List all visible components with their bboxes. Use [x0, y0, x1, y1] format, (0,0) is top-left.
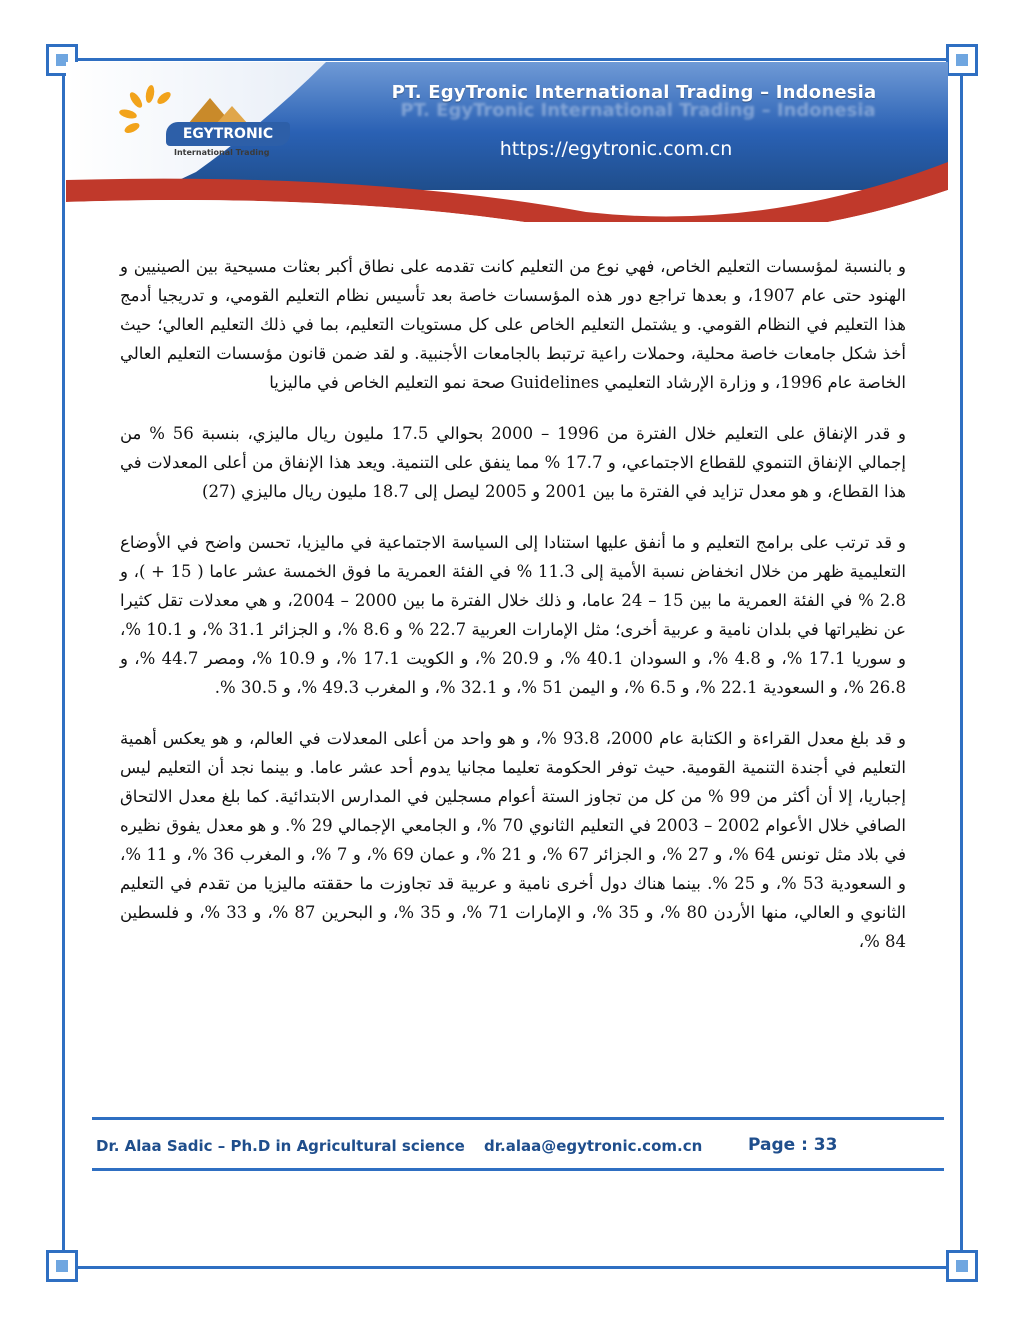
frame-corner-bottom-right: [940, 1244, 984, 1288]
paragraph-private-education: و بالنسبة لمؤسسات التعليم الخاص، فهي نوع من التعليم كانت تقدمه على نطاق أكبر بعثات مسيحية بين الصينيين و الهنود حتى عام 1907، و بعدها تراجع دور هذه المؤسسات خاصة بعد تأسيس نظام التعليم القومي، و تدريجيا أدمج هذا التعليم في النظام القومي. و يشتمل التعليم الخاص على كل مستويات التعليم، بما في ذلك التعليم العالي؛ حيث أخذ شكل جامعات خاصة محلية، وحملات راعية ترتبط بالجامعات الأجنبية. و لقد ضمن قانون مؤسسات التعليم العالي الخاصة عام 1996، و وزارة الإرشاد التعليمي Guidelines صحة نمو التعليم الخاص في ماليزيا: [120, 257, 906, 392]
paragraph-illiteracy-rates: و قد ترتب على برامج التعليم و ما أنفق عليها استنادا إلى السياسة الاجتماعية في ماليزيا، تحسن واضح في الأوضاع التعليمية ظهر من خلال انخفاض نسبة الأمية إلى 11.3 % في الفئة العمرية ما فوق الخمسة عشر عاما ( 15 + )، و 2.8 % في الفئة العمرية ما بين 15 – 24 عاما، و ذلك خلال الفترة ما بين 2000 – 2004، و هي معدلات تقل كثيرا عن نظيراتها في بلدان نامية و عربية أخرى؛ مثل الإمارات العربية 22.7 % و 8.6 %، و الجزائر 31.1 %، و 10.1 %، و سوريا 17.1 %، و 4.8 %، و السودان 40.1 %، و 20.9 %، و الكويت 17.1 %، و 10.9 %، ومصر 44.7 %، و 26.8 %، و السعودية 22.1 %، و 6.5 %، و اليمن 51 %، و 32.1 %، و المغرب 49.3 %، و 30.5 %.: [120, 533, 907, 697]
footer-email[interactable]: dr.alaa@egytronic.com.cn: [484, 1137, 703, 1155]
logo-wordmark: EGYTRONIC: [166, 122, 290, 146]
company-name-shadow: PT. EgyTronic International Trading – Indonesia: [400, 100, 876, 121]
frame-right-line: [960, 64, 963, 1264]
website-link[interactable]: https://egytronic.com.cn: [499, 138, 733, 160]
footer-author: Dr. Alaa Sadic – Ph.D in Agricultural science: [96, 1137, 465, 1155]
company-name: PT. EgyTronic International Trading – Indonesia: [391, 82, 877, 103]
frame-left-line: [62, 64, 65, 1264]
logo-subtitle: International Trading: [174, 148, 270, 157]
footer-bottom-line: [92, 1168, 944, 1171]
footer-page-number: Page : 33: [748, 1135, 838, 1155]
paragraph-education-spending: و قدر الإنفاق على التعليم خلال الفترة من 1996 – 2000 بحوالي 17.5 مليون ريال ماليزي، بنسبة 56 % من إجمالي الإنفاق التنموي للقطاع الاجتماعي، و 17.7 % مما ينفق على التنمية. ويعد هذا الإنفاق من أعلى المعدلات في هذا القطاع، و هو معدل تزايد في الفترة ما بين 2001 و 2005 ليصل إلى 18.7 مليون ريال ماليزي (27): [120, 424, 906, 501]
footer-top-line: [92, 1117, 944, 1120]
frame-top-line: [66, 58, 958, 61]
paragraph-literacy-enrollment: و قد بلغ معدل القراءة و الكتابة عام 2000، 93.8 %، و هو واحد من أعلى المعدلات في العالم، و هو يعكس أهمية التعليم في أجندة التنمية القومية. حيث توفر الحكومة تعليما مجانيا يدوم أحد عشر عاما. و بينما نجد أن التعليم ليس إجباريا، إلا أن أكثر من 99 % من كل من تجاوز الستة أعوام مسجلين في المدارس الابتدائية. كما بلغ معدل الالتحاق الصافي خلال الأعوام 2002 – 2003 في التعليم الثانوي 70 %، و الجامعي الإجمالي 29 %. و هو معدل يفوق نظيره في بلاد مثل تونس 64 %، و 27 %، و الجزائر 67 %، و 21 %، و عمان 69 %، و 7 %، و المغرب 36 %، و 11 %، و السعودية 53 %، و 25 %. بينما هناك دول أخرى نامية و عربية قد تجاوزت ما حققته ماليزيا من تقدم في التعليم الثانوي و العالي، منها الأردن 80 %، و 35 %، و الإمارات 71 %، و 35 %، و البحرين 87 %، و 33 %، و فلسطين 84 %،: [120, 729, 906, 951]
article-body: [120, 252, 906, 978]
company-logo: [118, 82, 288, 162]
frame-corner-bottom-left: [40, 1244, 84, 1288]
frame-bottom-line: [66, 1266, 958, 1269]
